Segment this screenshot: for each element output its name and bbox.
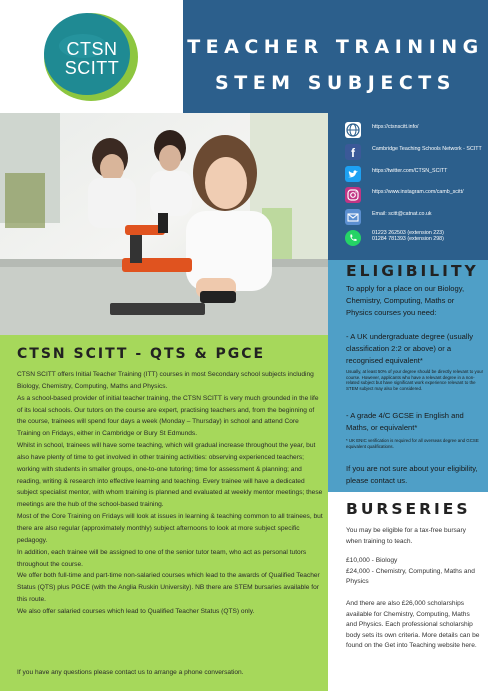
contact-website-text: https://ctsnscitt.info/ (372, 124, 419, 130)
bursaries-intro: You may be eligible for a tax-free bursary when training to teach. (346, 527, 466, 545)
course-paragraph: As a school-based provider of initial teacher training, the CTSN SCITT is very much grounded in the life of its local schools. Our tutors on the course are expert, practising teachers and, from the beginning of the course, trainees will spend four days a week (Monday – Thursday) in school and attend Core Training on Fridays, either in Cambridge or Bury St Edmunds. (17, 394, 319, 438)
contact-facebook-text: Cambridge Teaching Schools Network - SCITT (372, 146, 482, 152)
page-title-line-1: TEACHER TRAINING (187, 36, 484, 58)
phone-icon (345, 230, 361, 246)
eligibility-gcse-requirement: - A grade 4/C GCSE in English and Maths, or equivalent* (346, 411, 464, 432)
eligibility-enic-note: * UK ENIC verification is required for all overseas degree and GCSE equivalent qualifications. (346, 438, 479, 449)
twitter-icon (345, 166, 361, 182)
contact-instagram[interactable] (328, 186, 488, 204)
course-paragraph: We offer both full-time and part-time non-salaried courses which lead to the awards of Qualified Teacher Status (QTS) plus PGCE (with the Anglia Ruskin University). NB there are STEM bursaries available for this route. (17, 572, 320, 604)
course-footer-note: If you have any questions please contact us to arrange a phone conversation. (17, 669, 244, 676)
logo-line-2: SCITT (64, 58, 120, 78)
bursaries-scholarships: And there are also £26,000 scholarships available for Chemistry, Computing, Maths and Physics. Each professional scholarship body sets its own criteria. More details can be found on the Get into Teaching website here. (346, 600, 480, 649)
eligibility-degree-requirement: - A UK undergraduate degree (usually classification 2:2 or above) or a recognised equivalent* (346, 332, 474, 365)
contact-instagram-text: https://www.instagram.com/camb_scitt/ (372, 189, 464, 195)
students-classroom-photo (0, 113, 328, 335)
facebook-icon (345, 144, 361, 160)
classroom-photo-image (0, 113, 328, 335)
contact-website[interactable] (328, 121, 488, 139)
contact-twitter[interactable] (328, 165, 488, 183)
svg-text:f: f (351, 146, 355, 160)
page-title-line-2: STEM SUBJECTS (215, 72, 456, 94)
course-paragraph: Whilst in school, trainees will have some teaching, which will gradual increase throughout the year, but also have plenty of time to get involved in other training activities: observing experienced teachers; working with students in smaller groups, one-to-one tutoring; time for assessment & planning; and reading, writing & research into effective learning and teaching. Every trainee will have a dedicated subject specialist mentor, with whom training is planned and evaluated at weekly mentor meetings; these meetings are the hub of the school-based training. (17, 442, 323, 509)
course-paragraph: We also offer salaried courses which lead to Qualified Teacher Status (QTS) only. (17, 607, 255, 615)
contact-twitter-text: https://twitter.com/CTSN_SCITT (372, 168, 448, 174)
instagram-icon (345, 187, 361, 203)
logo-line-1: CTSN (66, 39, 118, 59)
email-icon (345, 209, 361, 225)
contact-facebook[interactable] (328, 143, 488, 161)
contact-panel (328, 113, 488, 260)
contact-phone[interactable] (328, 229, 488, 251)
eligibility-contact-note: If you are not sure about your eligibility, please contact us. (346, 464, 478, 485)
course-description (17, 369, 323, 618)
course-heading: CTSN SCITT - QTS & PGCE (17, 346, 266, 362)
bursaries-heading: BURSERIES (346, 500, 471, 518)
contact-phone-text: 01223 262503 (extension 223) 01284 781393 (extension 298) (372, 230, 444, 243)
contact-email[interactable] (328, 208, 488, 226)
eligibility-heading: ELIGIBILITY (346, 262, 479, 280)
ctsn-scitt-logo (40, 8, 144, 106)
course-paragraph: CTSN SCITT offers Initial Teacher Training (ITT) courses in most Secondary school subjects including Biology, Chemistry, Computing, Maths and Physics. (17, 371, 314, 390)
course-paragraph: In addition, each trainee will be assigned to one of the senior tutor team, who act as personal tutors throughout the course. (17, 548, 307, 568)
course-paragraph: Most of the Core Training on Fridays will look at issues in learning & teaching common to all trainees, but there are also regular (approximately monthly) subject afternoons to look at more subject specific pedagogy. (17, 513, 323, 544)
eligibility-intro: To apply for a place on our Biology, Chemistry, Computing, Maths or Physics courses you need: (346, 284, 465, 317)
eligibility-degree-note: Usually, at least 50% of your degree should be directly relevant to your course. However, applicants who have a relevant degree in a non-related subject but have significant work experience relevant to the STEM subject may also be considered. (346, 369, 484, 391)
contact-email-text: Email: scitt@catnat.co.uk (372, 211, 432, 217)
globe-icon (345, 122, 361, 138)
bursaries-amounts: £10,000 - Biology £24,000 - Chemistry, Computing, Maths and Physics (346, 557, 475, 585)
